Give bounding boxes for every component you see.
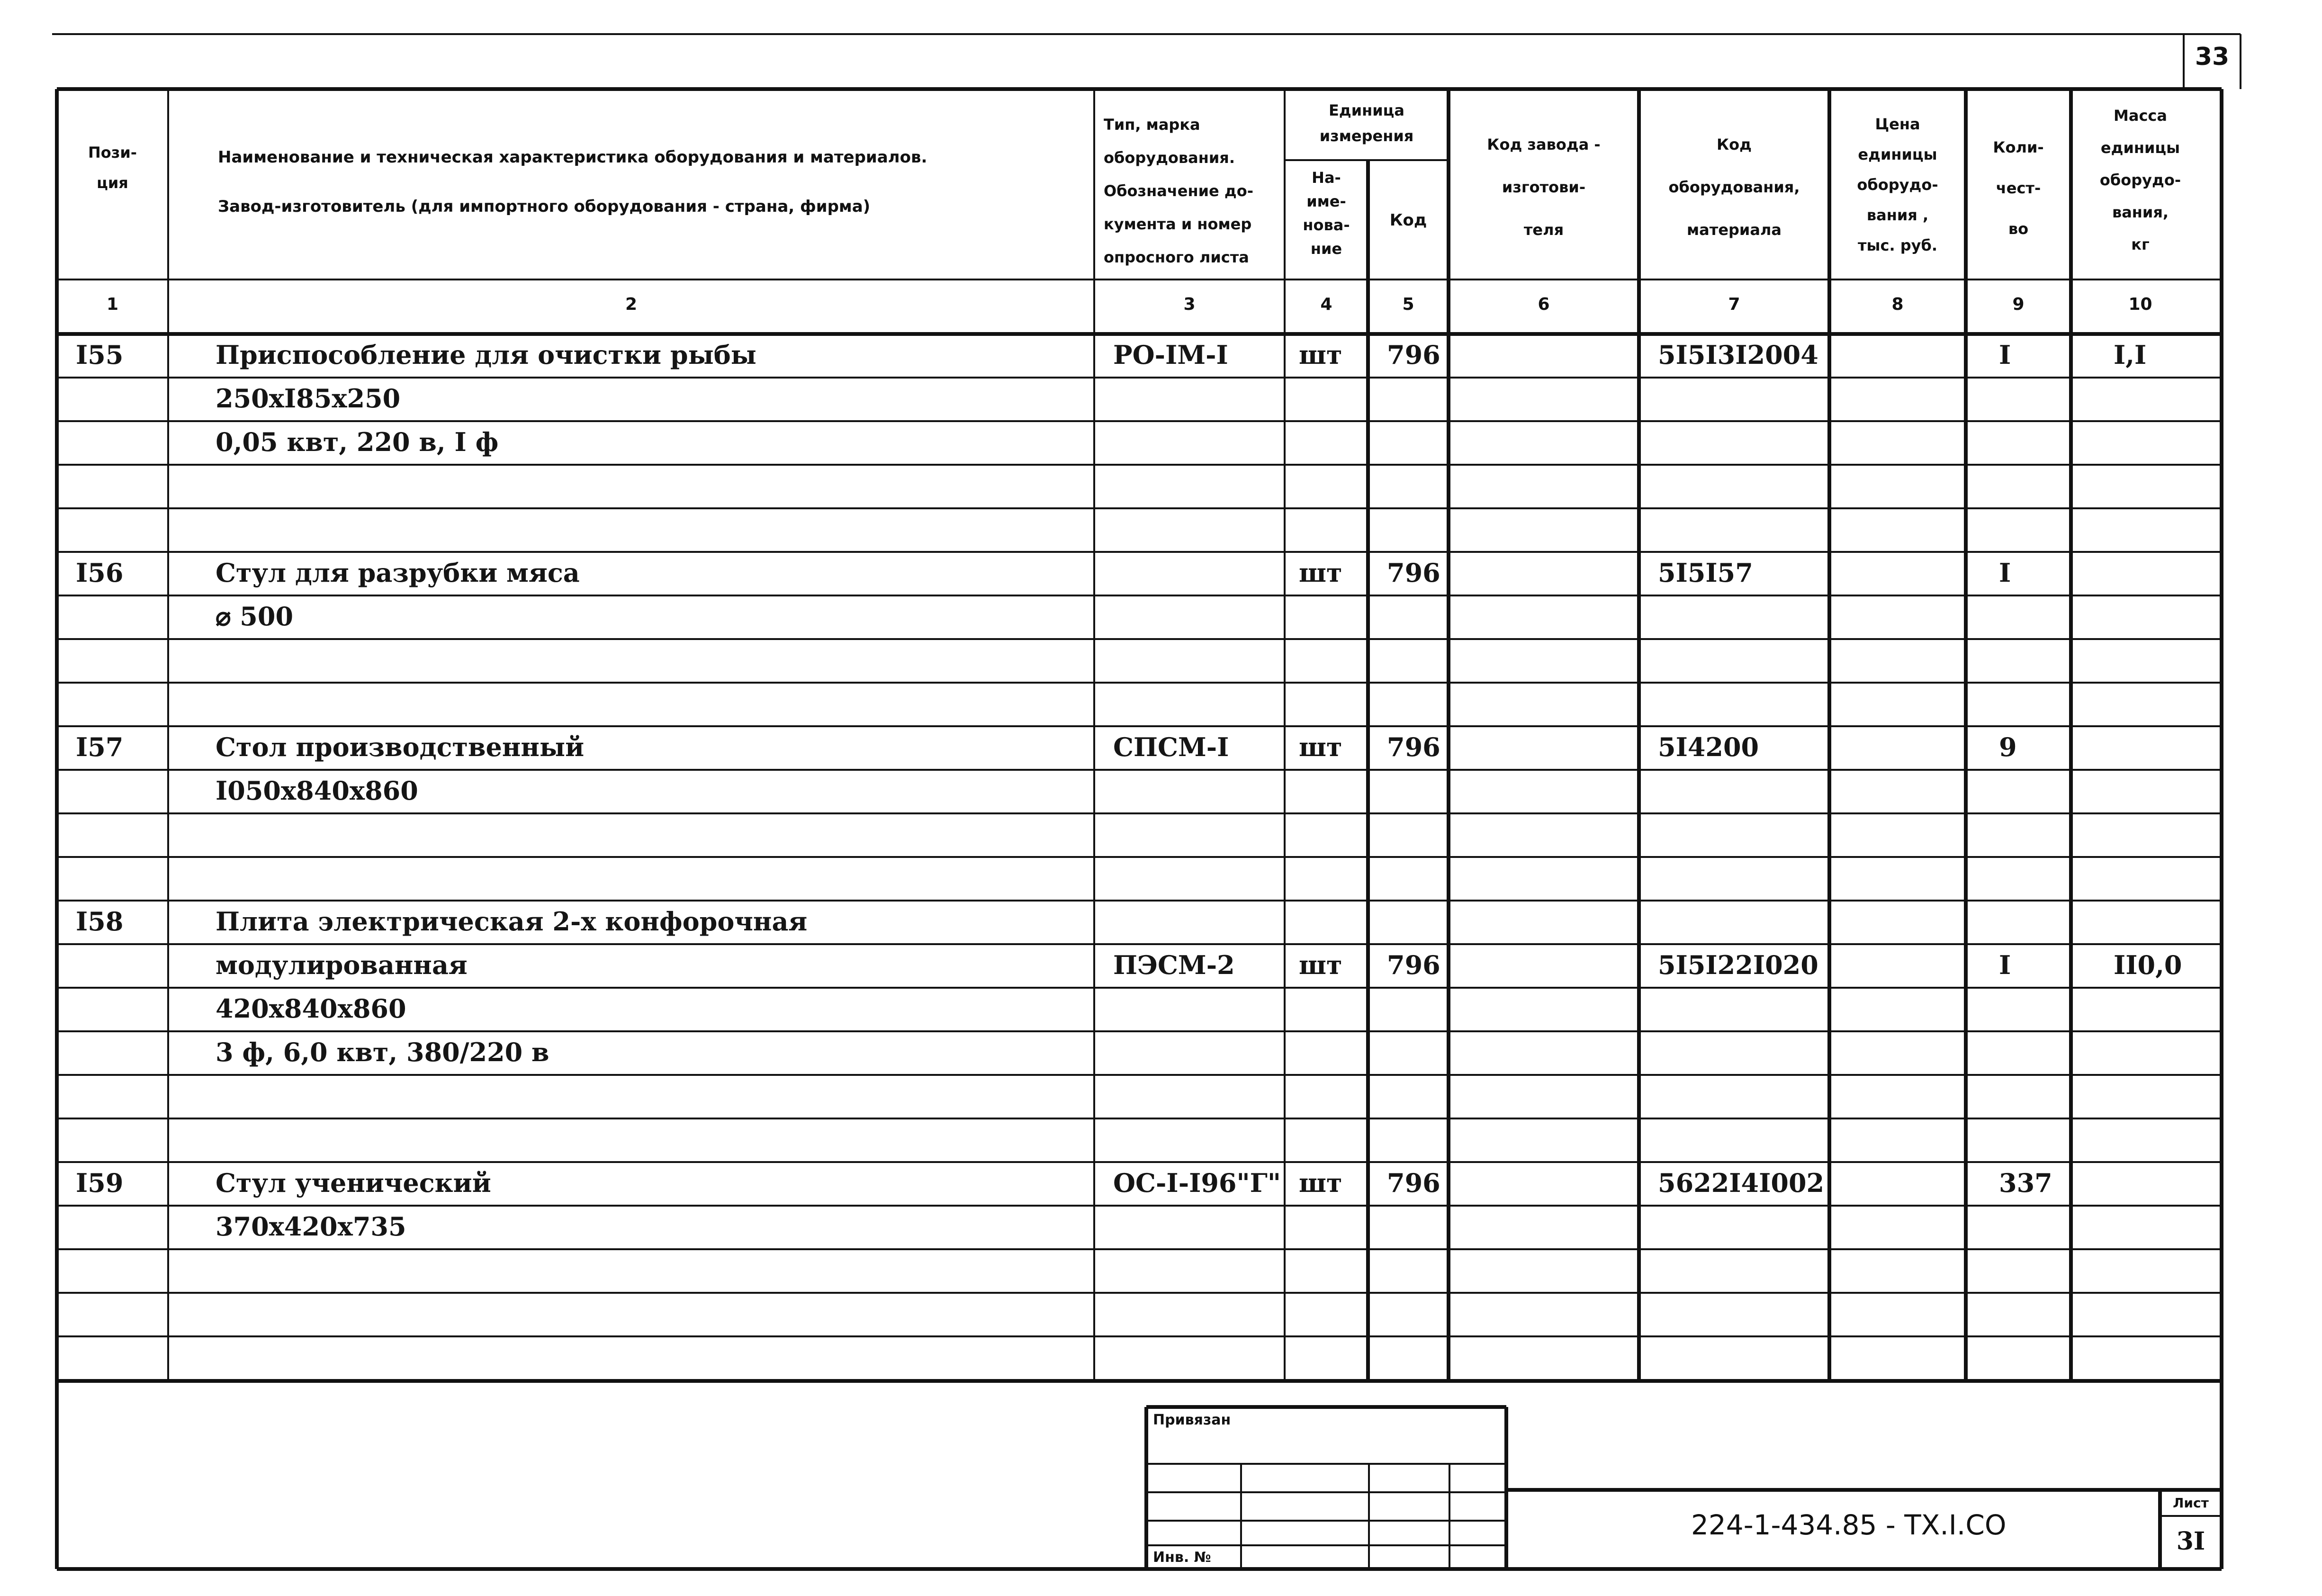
header-equipment-code-line: оборудования,	[1668, 178, 1800, 196]
table-cell: I,I	[2114, 340, 2147, 370]
header-maker-code-line: теля	[1523, 221, 1564, 239]
header-quantity-line: Коли-	[1993, 138, 2044, 156]
header-maker-code	[1449, 123, 1639, 251]
column-number: 6	[1538, 295, 1550, 314]
header-price-line: оборудо-	[1857, 176, 1938, 194]
table-cell: I58	[76, 906, 124, 937]
header-mass-line: кг	[2131, 235, 2150, 253]
header-type-line: оборудования.	[1104, 149, 1235, 167]
table-cell: I	[1999, 950, 2011, 980]
header-mass	[2071, 99, 2210, 261]
table-cell: ПЭСМ-2	[1113, 950, 1235, 980]
column-number: 5	[1402, 295, 1414, 314]
table-cell: 420х840х860	[216, 993, 406, 1024]
header-price	[1829, 109, 1966, 261]
column-number: 1	[106, 295, 119, 314]
column-number: 2	[625, 295, 638, 314]
column-number: 7	[1728, 295, 1740, 314]
header-unit-code: Код	[1389, 211, 1427, 230]
table-cell: модулированная	[216, 950, 468, 980]
table-cell: 796	[1387, 340, 1440, 370]
table-cell: I56	[76, 558, 124, 588]
column-number: 4	[1320, 295, 1332, 314]
header-price-line: тыс. руб.	[1857, 236, 1937, 254]
column-number: 3	[1183, 295, 1196, 314]
table-cell: 9	[1999, 732, 2017, 762]
table-cell: 250хI85х250	[216, 383, 401, 414]
table-cell: шт	[1299, 340, 1342, 370]
column-number: 8	[1891, 295, 1904, 314]
table-cell: РО-IМ-I	[1113, 340, 1228, 370]
table-cell: 5I5I57	[1658, 558, 1753, 588]
header-quantity	[1966, 127, 2071, 249]
table-cell: I	[1999, 340, 2011, 370]
header-quantity-line: во	[2008, 220, 2029, 238]
header-unit-name	[1285, 166, 1368, 261]
header-mass-line: единицы	[2100, 139, 2180, 157]
table-cell: 796	[1387, 950, 1440, 980]
header-maker-code-line: Код завода -	[1487, 135, 1601, 153]
sheet-label: Лист	[2173, 1495, 2209, 1511]
header-mass-line: оборудо-	[2099, 171, 2181, 189]
header-type-line: Обозначение до-	[1104, 182, 1253, 200]
header-unit-name-line: ние	[1310, 240, 1342, 258]
table-cell: 5I5I22I020	[1658, 950, 1818, 980]
header-equipment-code	[1639, 123, 1829, 251]
header-position-line: Пози-	[88, 144, 137, 162]
header-units	[1285, 98, 1449, 149]
table-cell: Плита электрическая 2-х конфорочная	[216, 906, 808, 937]
table-cell: ⌀ 500	[216, 601, 294, 631]
header-type-line: Тип, марка	[1104, 116, 1200, 134]
table-cell: Стул ученический	[216, 1168, 491, 1198]
header-name	[218, 133, 1071, 231]
table-cell: ОС-I-I96"Г"	[1113, 1168, 1281, 1198]
table-cell: шт	[1299, 732, 1342, 762]
table-cell: I050х840х860	[216, 775, 418, 806]
header-units-line: Единица	[1329, 101, 1404, 119]
table-cell: шт	[1299, 1168, 1342, 1198]
inventory-number-label: Инв. №	[1153, 1549, 1211, 1566]
column-number: 9	[2012, 295, 2025, 314]
table-cell: шт	[1299, 558, 1342, 588]
table-cell: 370х420х735	[216, 1211, 406, 1242]
table-cell: 0,05 квт, 220 в, I ф	[216, 427, 499, 457]
column-number: 10	[2128, 295, 2152, 314]
header-equipment-code-line: материала	[1687, 221, 1782, 239]
table-cell: I59	[76, 1168, 124, 1198]
header-type-line: кумента и номер	[1104, 215, 1252, 233]
table-cell: I55	[76, 340, 124, 370]
table-cell: 337	[1999, 1168, 2052, 1198]
header-position	[57, 137, 168, 198]
header-mass-line: Масса	[2114, 107, 2167, 125]
table-cell: Приспособление для очистки рыбы	[216, 340, 756, 370]
header-type-line: опросного листа	[1104, 248, 1249, 266]
header-unit-name-line: нова-	[1303, 216, 1350, 234]
table-cell: 3 ф, 6,0 квт, 380/220 в	[216, 1037, 549, 1067]
header-name-line: Наименование и техническая характеристика оборудования и материалов.	[218, 148, 927, 167]
table-cell: 5I4200	[1658, 732, 1759, 762]
document-code: 224-1-434.85 - ТХ.I.СО	[1691, 1509, 2007, 1541]
table-cell: шт	[1299, 950, 1342, 980]
header-maker-code-line: изготови-	[1502, 178, 1586, 196]
table-cell: 796	[1387, 732, 1440, 762]
header-position-line: ция	[97, 174, 128, 192]
table-cell: 796	[1387, 1168, 1440, 1198]
privyazan-label: Привязан	[1153, 1412, 1231, 1428]
header-unit-name-line: На-	[1312, 169, 1341, 187]
header-equipment-code-line: Код	[1717, 135, 1752, 153]
header-unit-name-line: име-	[1306, 192, 1346, 210]
table-cell: СПСМ-I	[1113, 732, 1229, 762]
table-cell: I	[1999, 558, 2011, 588]
page-number: 33	[2195, 43, 2230, 71]
header-price-line: вания ,	[1866, 206, 1929, 224]
header-name-line: Завод-изготовитель (для импортного оборудования - страна, фирма)	[218, 197, 871, 216]
header-mass-line: вания,	[2112, 203, 2169, 221]
header-units-line: измерения	[1319, 127, 1414, 145]
sheet-number: 3I	[2176, 1527, 2205, 1556]
header-price-line: единицы	[1858, 145, 1937, 163]
table-cell: 5622I4I002	[1658, 1168, 1825, 1198]
table-cell: II0,0	[2114, 950, 2182, 980]
table-cell: I57	[76, 732, 124, 762]
header-type	[1104, 108, 1284, 274]
table-cell: 796	[1387, 558, 1440, 588]
table-cell: 5I5I3I2004	[1658, 340, 1818, 370]
table-cell: Стул для разрубки мяса	[216, 558, 580, 588]
header-price-line: Цена	[1875, 115, 1920, 133]
table-cell: Стол производственный	[216, 732, 585, 762]
header-quantity-line: чест-	[1996, 179, 2041, 197]
